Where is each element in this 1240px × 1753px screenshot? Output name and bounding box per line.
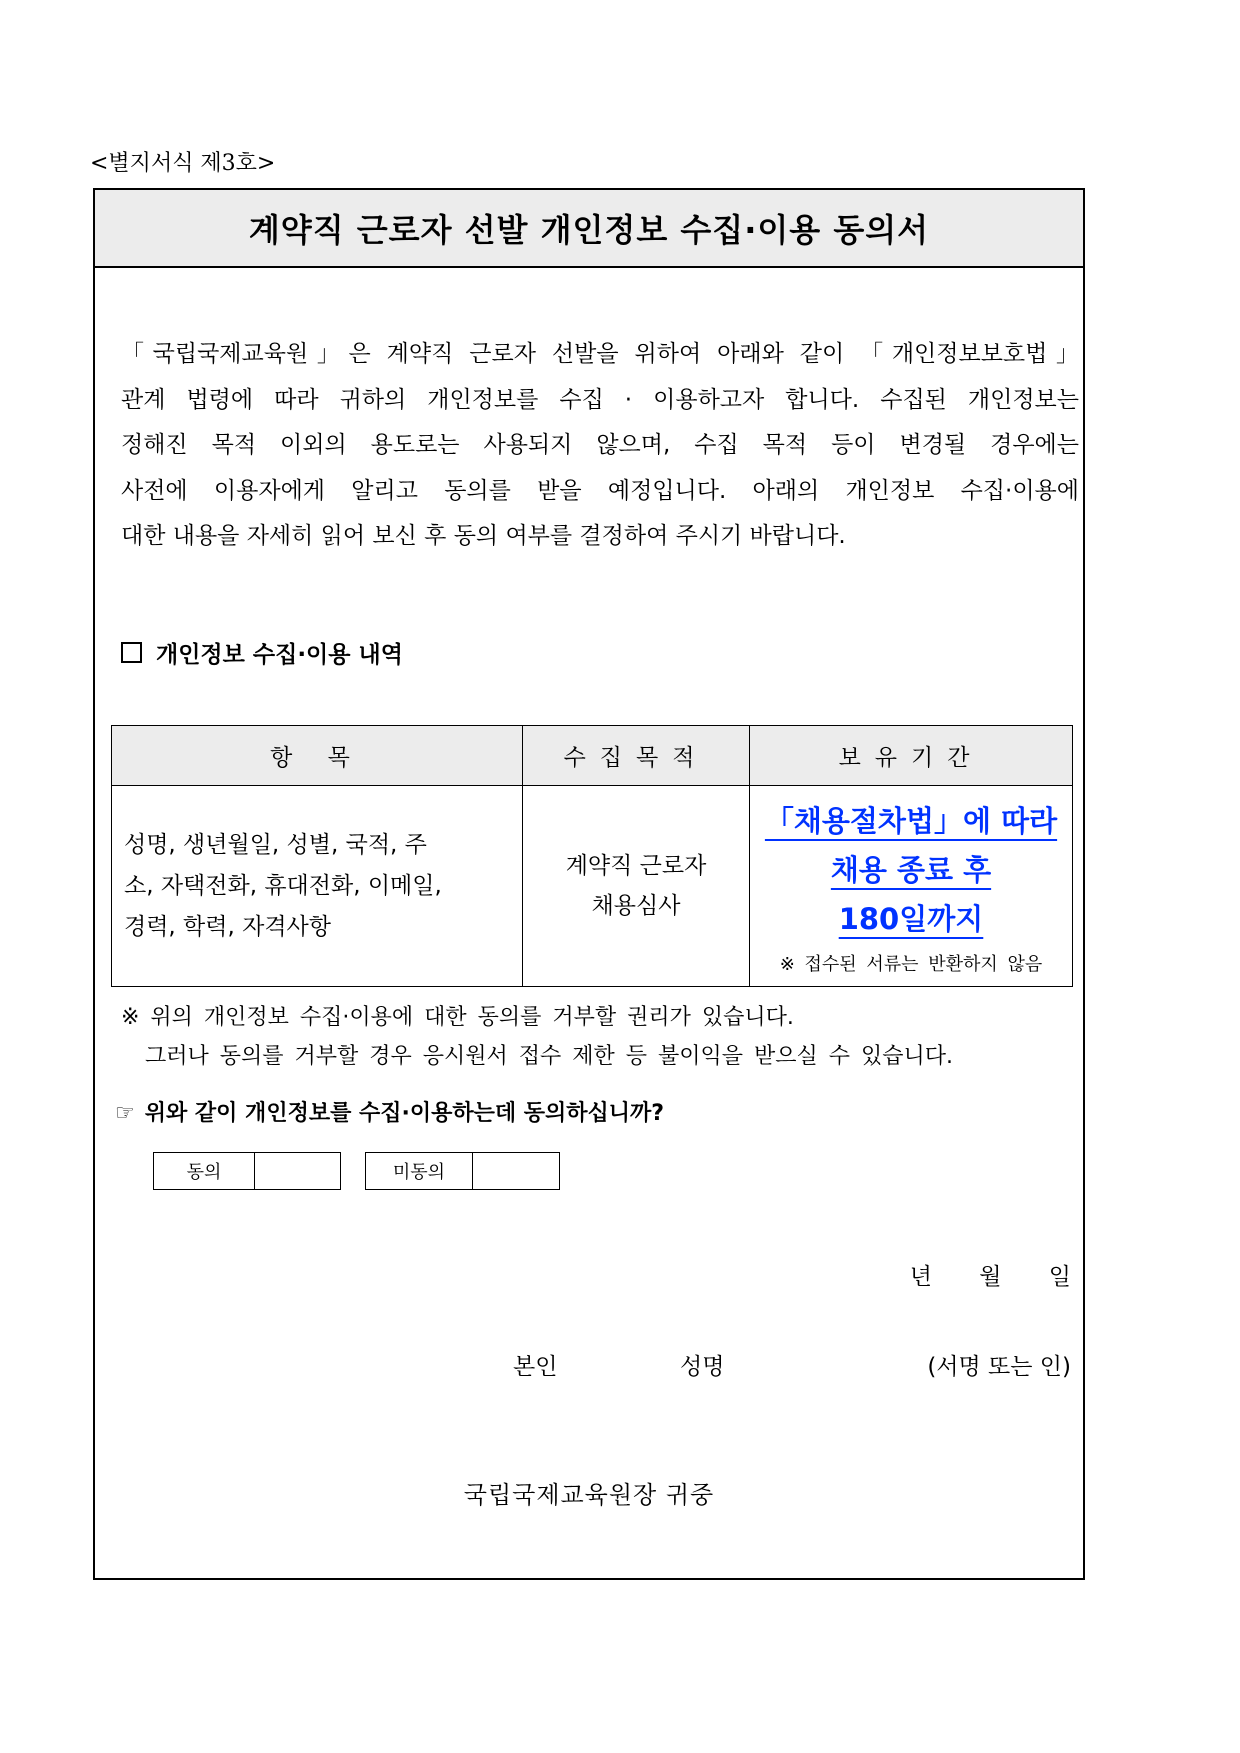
refusal-notice xyxy=(121,998,953,1076)
addressee: 국립국제교육원장 귀중 xyxy=(463,1481,715,1509)
retention-line: 채용 종료 후 xyxy=(830,852,992,887)
intro-line: 「국립국제교육원」은 계약직 근로자 선발을 위하여 아래와 같이 「개인정보보호법」 xyxy=(121,341,1079,367)
consent-form xyxy=(93,188,1085,1580)
section-heading-text: 개인정보 수집·이용 내역 xyxy=(156,642,403,668)
table-row xyxy=(112,786,1073,987)
cell-purpose xyxy=(523,786,750,987)
cell-retention xyxy=(750,786,1073,987)
signer-name-label[interactable]: 성명 xyxy=(680,1354,725,1380)
retention-line: 180일까지 xyxy=(838,901,984,936)
items-line: 경력, 학력, 자격사항 xyxy=(124,913,331,940)
section-heading xyxy=(121,636,403,669)
retention-note: ※ 접수된 서류는 반환하지 않음 xyxy=(779,953,1043,975)
table-header-row xyxy=(112,726,1073,786)
square-bullet-icon xyxy=(121,642,142,663)
disagree-choice[interactable] xyxy=(365,1152,560,1190)
pointing-hand-icon: ☞ xyxy=(115,1101,135,1126)
purpose-line: 채용심사 xyxy=(591,893,681,919)
form-number: <별지서식 제3호> xyxy=(90,151,276,176)
form-title: 계약직 근로자 선발 개인정보 수집·이용 동의서 xyxy=(95,190,1083,268)
intro-line: 대한 내용을 자세히 읽어 보신 후 동의 여부를 결정하여 주시기 바랍니다. xyxy=(121,523,846,549)
intro-line: 관계 법령에 따라 귀하의 개인정보를 수집 · 이용하고자 합니다. 수집된 개인정보는 xyxy=(121,386,1079,413)
signer-self: 본인 xyxy=(513,1354,558,1380)
intro-paragraph xyxy=(121,332,1079,560)
signature-hint[interactable]: (서명 또는 인) xyxy=(927,1354,1071,1380)
agree-label: 동의 xyxy=(154,1153,255,1189)
items-line: 성명, 생년월일, 성별, 국적, 주 xyxy=(124,831,427,858)
header-purpose: 수집목적 xyxy=(523,726,750,786)
notice-line: 그러나 동의를 거부할 경우 응시원서 접수 제한 등 불이익을 받으실 수 있습니다. xyxy=(145,1044,953,1069)
header-retention: 보유기간 xyxy=(750,726,1073,786)
collection-table xyxy=(111,725,1073,987)
date-line[interactable]: 년 월 일 xyxy=(909,1264,1071,1290)
consent-question xyxy=(115,1096,664,1127)
cell-items xyxy=(112,786,523,987)
disagree-label: 미동의 xyxy=(366,1153,473,1189)
agree-choice[interactable] xyxy=(153,1152,341,1190)
retention-line: 「채용절차법」에 따라 xyxy=(764,803,1058,838)
notice-line: ※ 위의 개인정보 수집·이용에 대한 동의를 거부할 권리가 있습니다. xyxy=(121,1005,794,1030)
header-items: 항 목 xyxy=(112,726,523,786)
intro-line: 사전에 이용자에게 알리고 동의를 받을 예정입니다. 아래의 개인정보 수집·이용에 xyxy=(121,477,1079,504)
disagree-checkbox[interactable] xyxy=(473,1153,559,1189)
consent-question-text: 위와 같이 개인정보를 수집·이용하는데 동의하십니까? xyxy=(144,1101,665,1126)
agree-checkbox[interactable] xyxy=(255,1153,340,1189)
items-line: 소, 자택전화, 휴대전화, 이메일, xyxy=(124,872,442,899)
intro-line: 정해진 목적 이외의 용도로는 사용되지 않으며, 수집 목적 등이 변경될 경우에는 xyxy=(121,432,1079,458)
purpose-line: 계약직 근로자 xyxy=(565,853,707,879)
